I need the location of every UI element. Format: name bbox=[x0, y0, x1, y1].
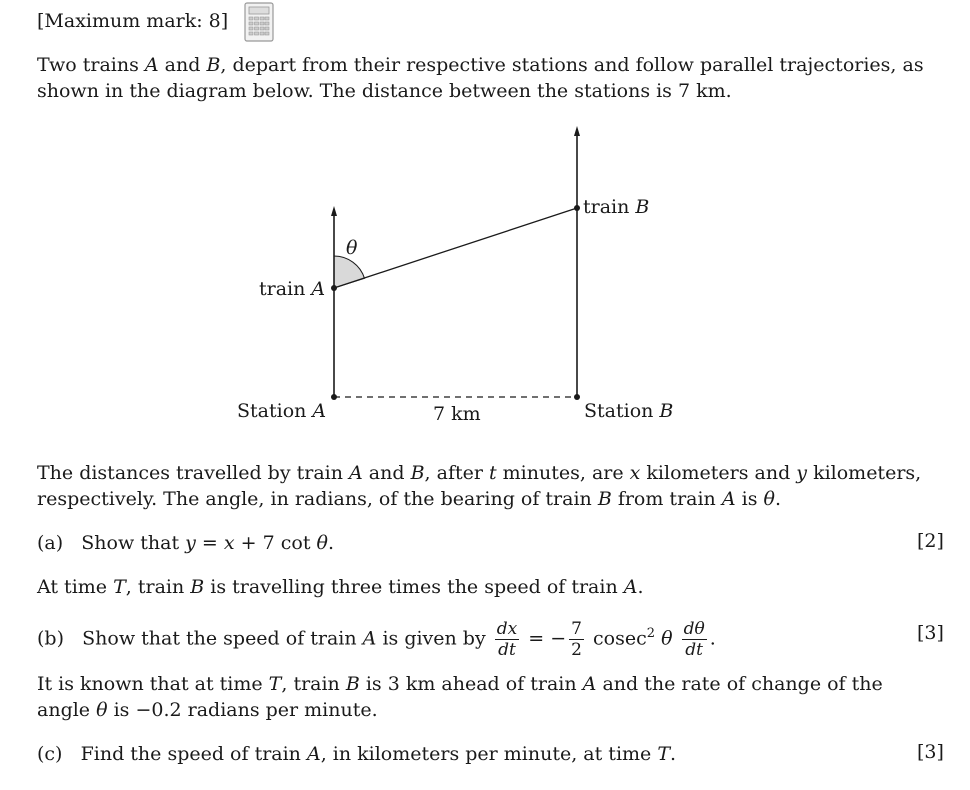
para-line-1: The distances travelled by train A and B, after t minutes, are x kilometers and y kilometers, bbox=[37, 462, 922, 484]
distance-label: 7 km bbox=[433, 403, 481, 425]
seven-halves-fraction: $\frac{7}{2}$ bbox=[571, 618, 582, 660]
train-b-point bbox=[574, 205, 580, 211]
part-c-label: (c) bbox=[37, 743, 63, 765]
known-line-1: It is known that at time T, train B is 3 km ahead of train A and the rate of change of the bbox=[37, 673, 883, 695]
train-b-label: train B bbox=[583, 196, 650, 218]
part-a: (a) Show that y = x + 7 cot θ. bbox=[37, 532, 334, 554]
station-b-point bbox=[574, 394, 580, 400]
train-a-point bbox=[331, 285, 337, 291]
part-a-mark: [2] bbox=[917, 530, 944, 552]
part-c-mark: [3] bbox=[917, 741, 944, 763]
bearing-line bbox=[334, 208, 577, 288]
train-b-arrow bbox=[574, 126, 580, 136]
part-c: (c) Find the speed of train A, in kilometers per minute, at time T. bbox=[37, 743, 677, 765]
part-a-label: (a) bbox=[37, 532, 64, 554]
theta-label: θ bbox=[346, 237, 358, 259]
station-b-label: Station B bbox=[584, 400, 674, 422]
dtheta-dt-fraction: $\frac{d\theta}{dt}$ bbox=[683, 618, 705, 660]
time-line: At time T, train B is travelling three times the speed of train A. bbox=[37, 576, 644, 598]
max-mark: [Maximum mark: 8] bbox=[37, 10, 229, 32]
dx-dt-fraction: $\frac{dx}{dt}$ bbox=[496, 618, 518, 660]
train-a-label: train A bbox=[259, 278, 326, 300]
para-line-2: respectively. The angle, in radians, of the bearing of train B from train A is θ. bbox=[37, 488, 781, 510]
intro-line-1: Two trains A and B, depart from their respective stations and follow parallel trajectories, as bbox=[37, 54, 924, 76]
part-b: (b) Show that the speed of train A is given by $\frac{dx}{dt}$ = − $\frac{7}{2}$ cosec$^2$ θ $\frac{d\theta}{dt}$ . bbox=[37, 618, 716, 660]
part-b-mark: [3] bbox=[917, 622, 944, 644]
known-line-2: angle θ is −0.2 radians per minute. bbox=[37, 699, 378, 721]
part-b-label: (b) bbox=[37, 627, 64, 650]
station-a-point bbox=[331, 394, 337, 400]
station-a-label: Station A bbox=[237, 400, 327, 422]
train-a-arrow bbox=[331, 206, 337, 216]
intro-line-2: shown in the diagram below. The distance between the stations is 7 km. bbox=[37, 80, 732, 102]
